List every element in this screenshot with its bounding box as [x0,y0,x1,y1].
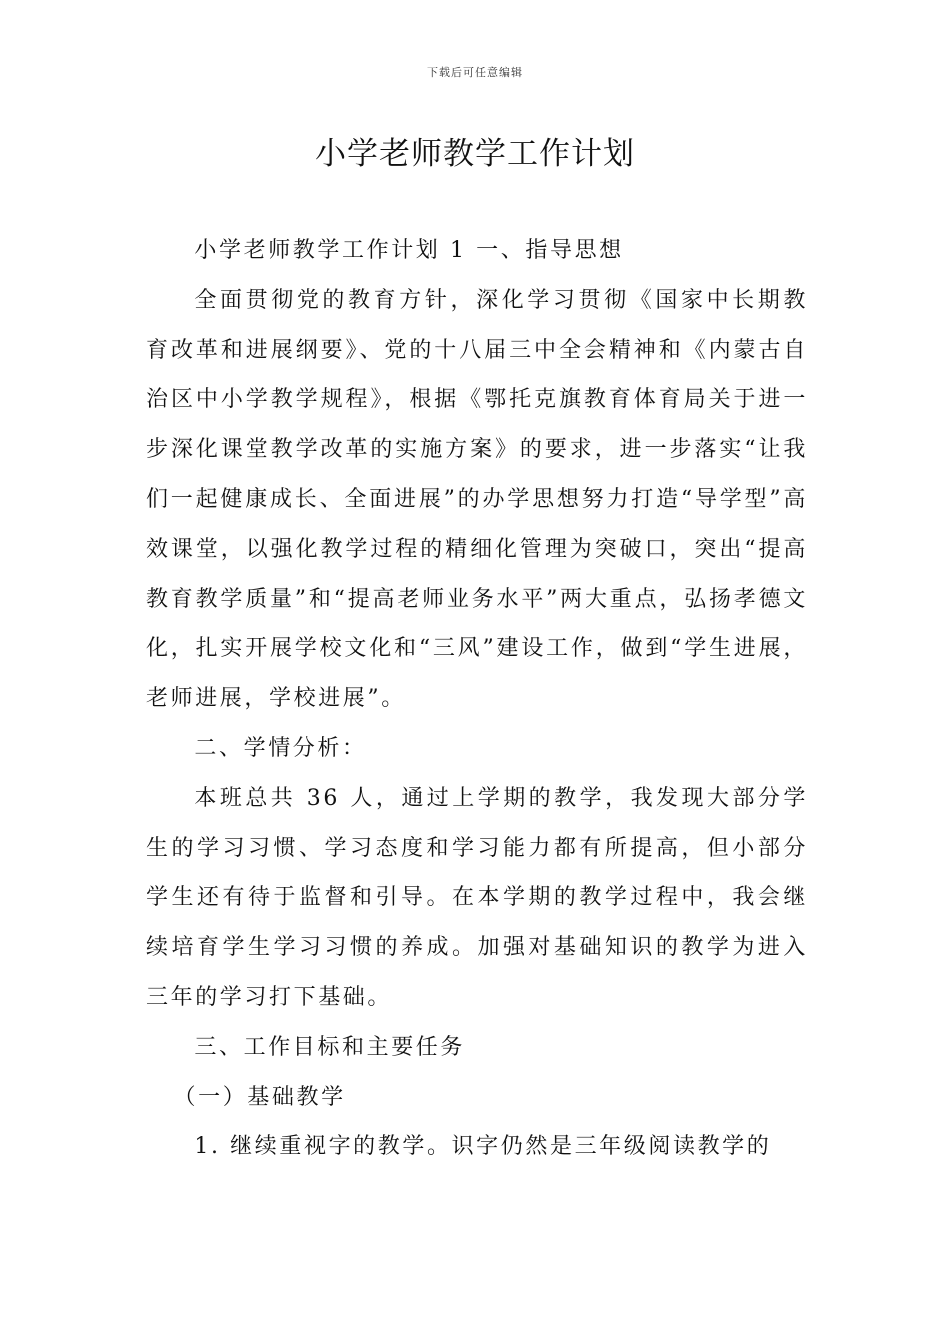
paragraph-student-analysis: 本班总共 36 人，通过上学期的教学，我发现大部分学生的学习习惯、学习态度和学习能力都有所提高，但小部分学生还有待于监督和引导。在本学期的教学过程中，我会继续培育学生学习习惯的养成。加强对基础知识的教学为进入三年的学习打下基础。 [146,785,808,1010]
paragraph-intro-heading: 小学老师教学工作计划 1 一、指导思想 [194,238,624,263]
paragraph-guiding-ideology: 全面贯彻党的教育方针，深化学习贯彻《国家中长期教育改革和进展纲要》、党的十八届三中全会精神和《内蒙古自治区中小学教学规程》，根据《鄂托克旗教育体育局关于进一步深化课堂教学改革的实施方案》的要求，进一步落实“让我们一起健康成长、全面进展”的办学思想努力打造“导学型”高效课堂，以强化教学过程的精细化管理为突破口，突出“提高教育教学质量”和“提高老师业务水平”两大重点，弘扬孝德文化，扎实开展学校文化和“三风”建设工作，做到“学生进展，老师进展，学校进展”。 [146,287,808,712]
header-note: 下载后可任意编辑 [427,66,523,79]
paragraph-item-1: 1. 继续重视字的教学。识字仍然是三年级阅读教学的 [194,1134,772,1160]
paragraph-heading-basic-teaching: （一）基础教学 [173,1084,346,1110]
paragraph-heading-goals: 三、工作目标和主要任务 [194,1034,465,1060]
document-title: 小学老师教学工作计划 [315,136,635,172]
paragraph-heading-student-analysis: 二、学情分析： [194,735,367,761]
document-body [146,226,808,1172]
